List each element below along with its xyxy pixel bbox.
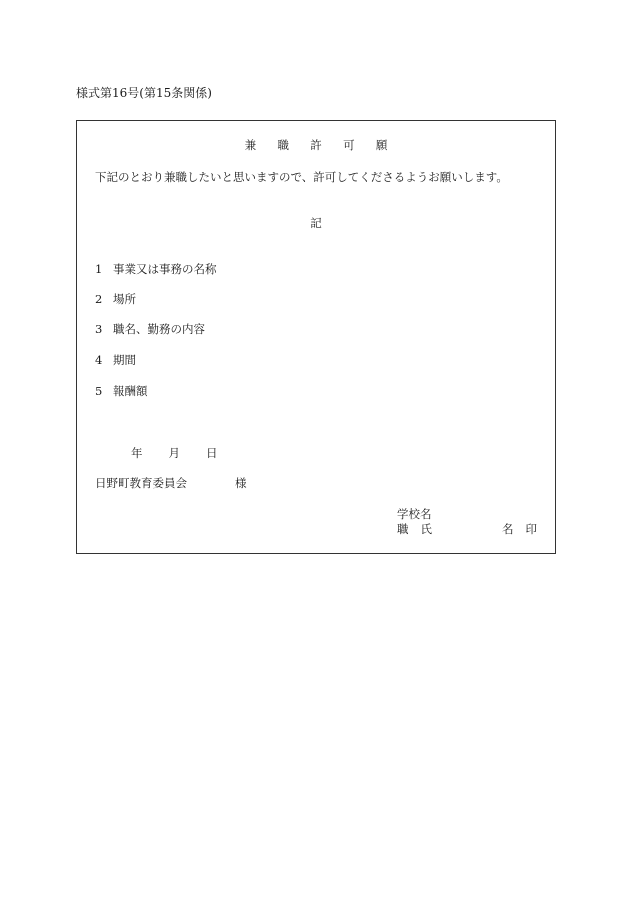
school-name-label: 学校名 xyxy=(397,507,432,521)
title-char: 職 xyxy=(277,138,289,152)
title-char: 許 xyxy=(310,138,322,152)
item-label: 事業又は事務の名称 xyxy=(113,262,217,276)
sign-shi: 氏 xyxy=(420,522,432,536)
item-position-duties xyxy=(95,321,205,337)
addressee-honorific: 様 xyxy=(235,476,247,490)
ki-heading: 記 xyxy=(310,216,322,230)
date-year: 年 xyxy=(131,446,143,460)
sign-shoku: 職 xyxy=(397,522,409,536)
form-number: 様式第16号(第15条関係) xyxy=(76,86,212,100)
item-number: 5 xyxy=(95,384,103,398)
sign-mei: 名 xyxy=(502,522,514,536)
item-label: 期間 xyxy=(113,353,136,367)
item-label: 場所 xyxy=(113,292,136,306)
title-char: 可 xyxy=(343,138,355,152)
title-char: 兼 xyxy=(244,138,257,152)
item-label: 報酬額 xyxy=(113,384,148,398)
addressee-line xyxy=(95,475,247,491)
date-day: 日 xyxy=(206,446,218,460)
form-title xyxy=(77,137,555,153)
signature-row xyxy=(397,521,542,537)
title-char: 願 xyxy=(375,138,388,152)
request-text: 下記のとおり兼職したいと思いますので、許可してくださるようお願いします。 xyxy=(95,170,508,184)
item-number: 2 xyxy=(95,292,103,306)
addressee-name: 日野町教育委員会 xyxy=(95,476,187,490)
item-remuneration xyxy=(95,383,148,399)
item-period xyxy=(95,352,136,368)
date-month: 月 xyxy=(168,446,180,460)
date-line xyxy=(131,445,218,461)
item-number: 3 xyxy=(95,322,103,336)
item-number: 4 xyxy=(95,353,103,367)
item-business-name xyxy=(95,261,217,277)
application-form-frame xyxy=(76,120,556,554)
sign-in: 印 xyxy=(525,522,537,536)
item-number: 1 xyxy=(95,262,103,276)
item-label: 職名、勤務の内容 xyxy=(113,322,205,336)
item-place xyxy=(95,291,136,307)
